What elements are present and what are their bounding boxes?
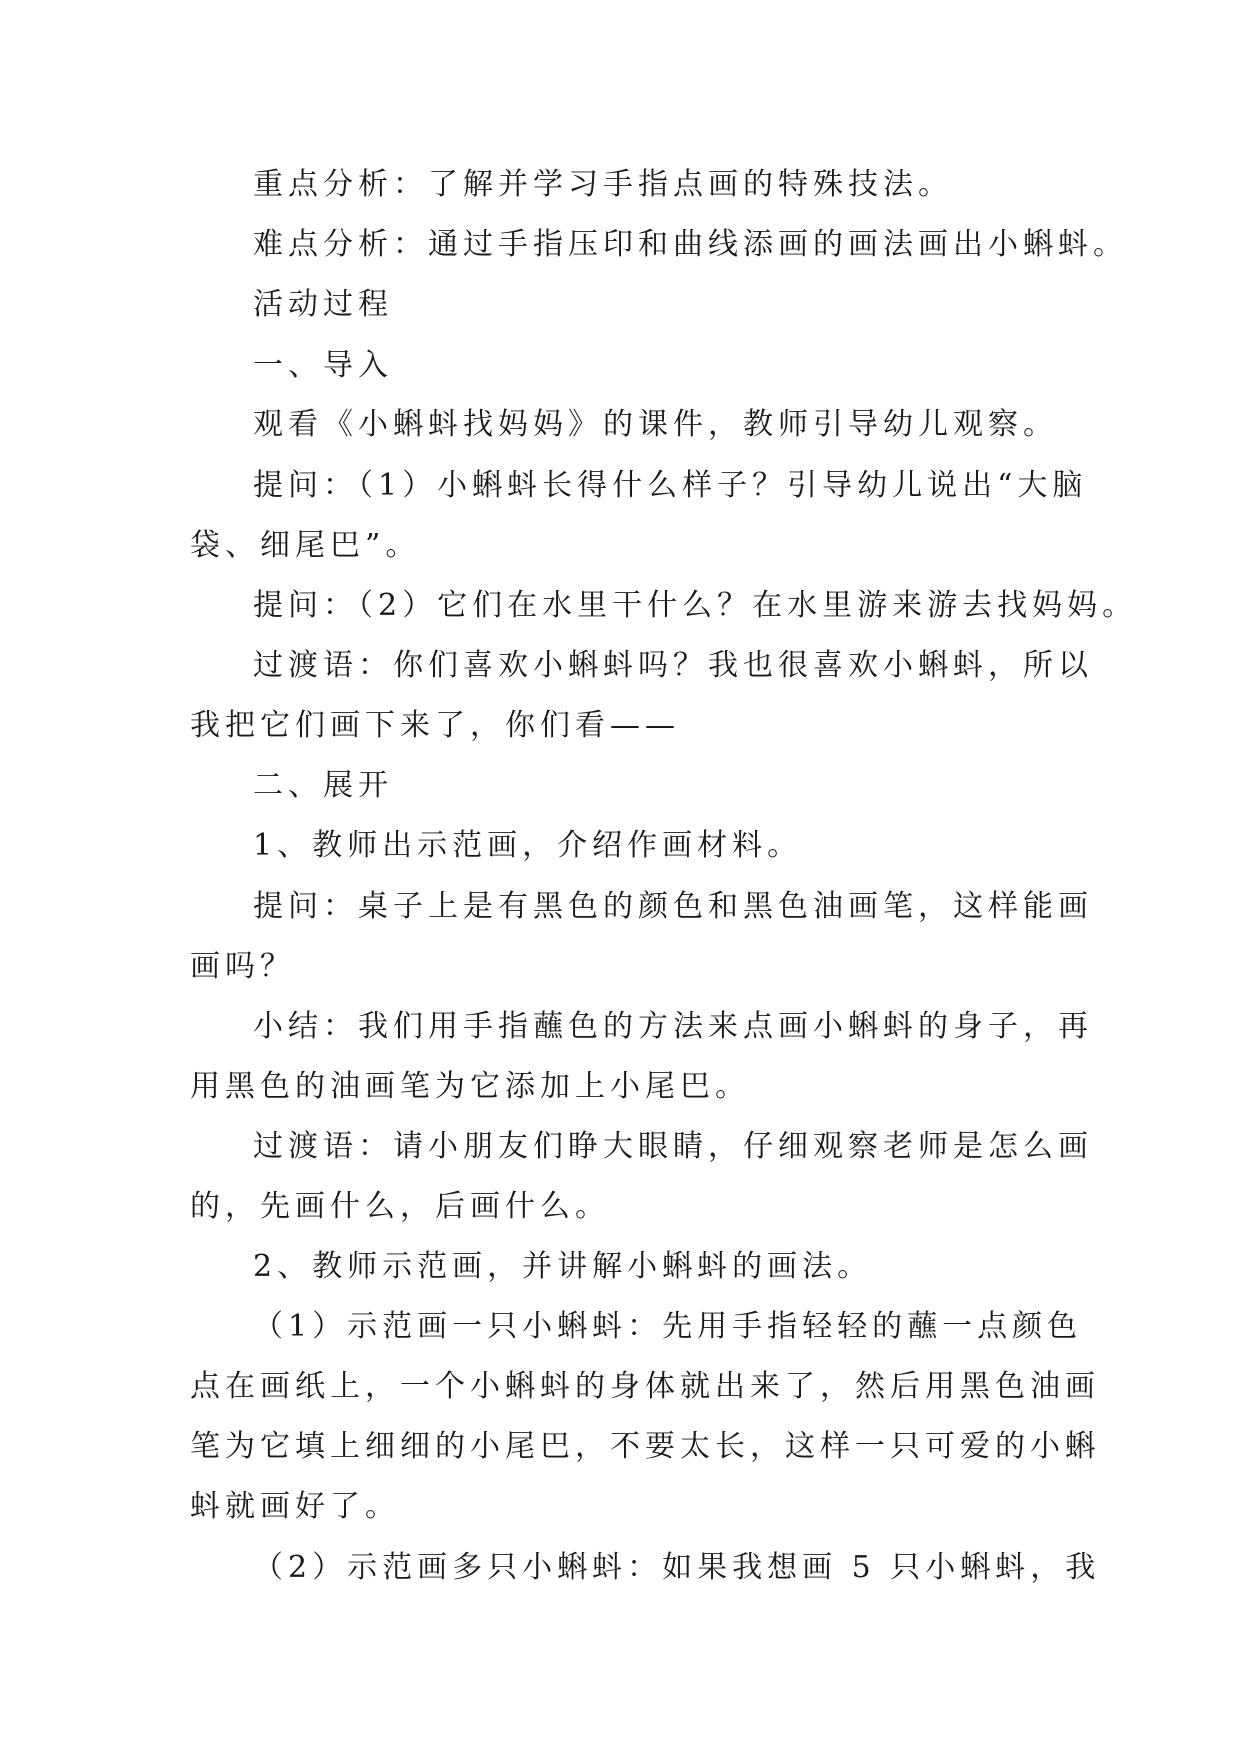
text-line: 画吗？ bbox=[190, 949, 295, 984]
text-line: 袋、细尾巴”。 bbox=[190, 528, 421, 563]
text-line: 过渡语：请小朋友们睁大眼睛，仔细观察老师是怎么画 bbox=[253, 1129, 1093, 1164]
text-line: 蚪就画好了。 bbox=[190, 1489, 400, 1524]
text-line: 观看《小蝌蚪找妈妈》的课件，教师引导幼儿观察。 bbox=[253, 407, 1058, 442]
text-line: 点在画纸上，一个小蝌蚪的身体就出来了，然后用黑色油画 bbox=[190, 1369, 1100, 1404]
text-line: 笔为它填上细细的小尾巴，不要太长，这样一只可爱的小蝌 bbox=[190, 1429, 1100, 1464]
section-heading-activity-process: 活动过程 bbox=[253, 287, 393, 322]
section-heading-introduction: 一、导入 bbox=[253, 348, 393, 383]
text-line: （1）示范画一只小蝌蚪：先用手指轻轻的蘸一点颜色 bbox=[253, 1309, 1083, 1344]
text-line: 提问：桌子上是有黑色的颜色和黑色油画笔，这样能画 bbox=[253, 889, 1093, 924]
section-heading-development: 二、展开 bbox=[253, 768, 393, 803]
text-line: 小结：我们用手指蘸色的方法来点画小蝌蚪的身子，再 bbox=[253, 1009, 1093, 1044]
text-line: 我把它们画下来了，你们看—— bbox=[190, 708, 680, 743]
text-line: 1、教师出示范画，介绍作画材料。 bbox=[253, 828, 803, 863]
text-line: 2、教师示范画，并讲解小蝌蚪的画法。 bbox=[253, 1249, 873, 1284]
text-line: 用黑色的油画笔为它添加上小尾巴。 bbox=[190, 1069, 750, 1104]
text-line: 提问：（1）小蝌蚪长得什么样子？引导幼儿说出“大脑 bbox=[253, 468, 1088, 503]
text-line: 提问：（2）它们在水里干什么？在水里游来游去找妈妈。 bbox=[253, 588, 1138, 623]
text-line-difficulty-analysis: 难点分析：通过手指压印和曲线添画的画法画出小蝌蚪。 bbox=[253, 227, 1128, 262]
text-line: 的，先画什么，后画什么。 bbox=[190, 1189, 610, 1224]
text-line-focus-analysis: 重点分析：了解并学习手指点画的特殊技法。 bbox=[253, 167, 953, 202]
text-line: 过渡语：你们喜欢小蝌蚪吗？我也很喜欢小蝌蚪，所以 bbox=[253, 648, 1093, 683]
text-line: （2）示范画多只小蝌蚪：如果我想画 5 只小蝌蚪，我 bbox=[253, 1550, 1101, 1585]
